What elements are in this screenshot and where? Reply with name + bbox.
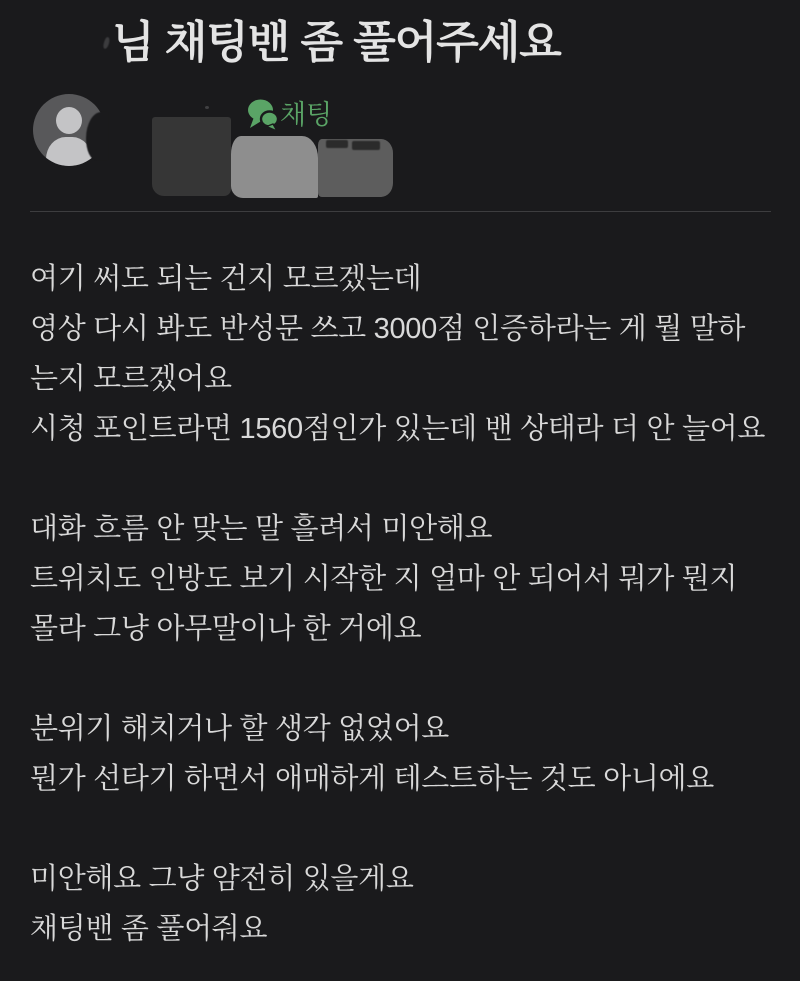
redaction-text-remnant bbox=[352, 141, 380, 150]
avatar-redaction-notch bbox=[86, 112, 108, 160]
post-title: 님 채팅밴 좀 풀어주세요 bbox=[112, 18, 561, 67]
body-text-line: 몰라 그냥 아무말이나 한 거에요 bbox=[30, 613, 422, 645]
body-text-line: 는지 모르겠어요 bbox=[30, 363, 232, 395]
body-paragraph bbox=[30, 504, 780, 654]
redacted-info-block bbox=[318, 139, 393, 197]
body-text-line: 대화 흐름 안 맞는 말 흘려서 미안해요 bbox=[30, 513, 493, 545]
redacted-author-name-block bbox=[152, 117, 231, 196]
body-text-line: 여기 써도 되는 건지 모르겠는데 bbox=[30, 263, 422, 295]
body-paragraph bbox=[30, 854, 780, 954]
redaction-text-remnant bbox=[326, 140, 348, 148]
redacted-info-block bbox=[231, 136, 318, 198]
profile-divider bbox=[30, 211, 771, 212]
body-text-line: 영상 다시 봐도 반성문 쓰고 3000점 인증하라는 게 뭘 말하 bbox=[30, 313, 746, 345]
body-text-line: 시청 포인트라면 1560점인가 있는데 밴 상태라 더 안 늘어요 bbox=[30, 413, 766, 445]
body-text-line: 분위기 해치거나 할 생각 없었어요 bbox=[30, 713, 450, 745]
person-silhouette-icon bbox=[56, 107, 82, 134]
body-text-line: 트위치도 인방도 보기 시작한 지 얼마 안 되어서 뭐가 뭔지 bbox=[30, 563, 738, 595]
body-text-line: 뭔가 선타기 하면서 애매하게 테스트하는 것도 아니에요 bbox=[30, 763, 714, 795]
chat-bubbles-icon bbox=[247, 98, 278, 132]
body-text-line: 채팅밴 좀 풀어줘요 bbox=[30, 913, 268, 945]
body-paragraph bbox=[30, 254, 780, 454]
body-text-line: 미안해요 그냥 얌전히 있을게요 bbox=[30, 863, 414, 895]
blur-artifact bbox=[205, 106, 209, 109]
redacted-author-name-smudge bbox=[102, 37, 110, 50]
body-paragraph bbox=[30, 704, 780, 804]
chat-category-badge bbox=[247, 98, 332, 132]
chat-badge-label: 채팅 bbox=[280, 100, 333, 130]
post-body bbox=[30, 254, 780, 981]
